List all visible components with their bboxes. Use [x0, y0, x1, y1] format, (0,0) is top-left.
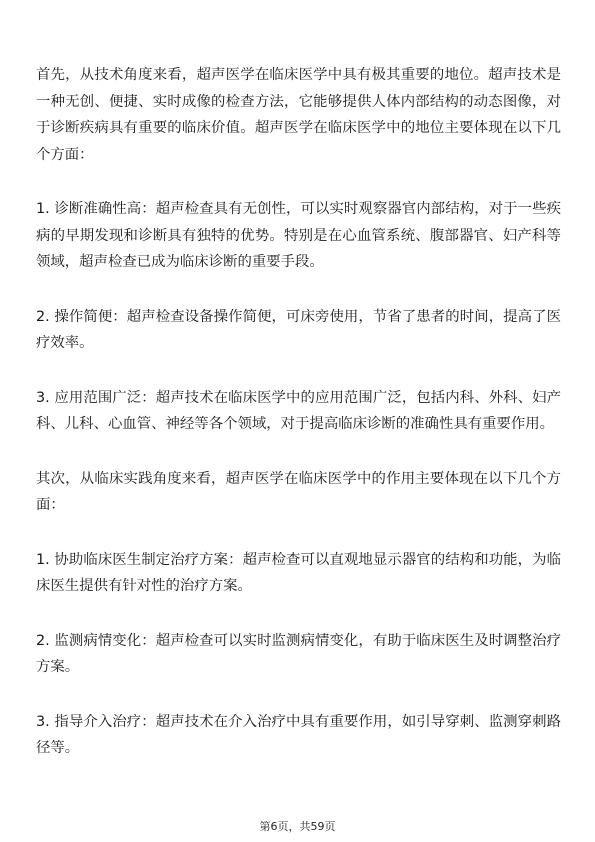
document-body [36, 62, 561, 790]
paragraph-point-accuracy: 1. 诊断准确性高：超声检查具有无创性，可以实时观察器官内部结构，对于一些疾病的早期发现和诊断具有独特的优势。特别是在心血管系统、腹部器官、妇产科等领域，超声检查已成为临床诊断的重要手段。 [36, 201, 561, 270]
paragraph-clinical-intro: 其次，从临床实践角度来看，超声医学在临床医学中的作用主要体现在以下几个方面： [36, 470, 561, 513]
paragraph-point-monitoring: 2. 监测病情变化：超声检查可以实时监测病情变化，有助于临床医生及时调整治疗方案。 [36, 632, 561, 675]
page-number-footer: 第6页，共59页 [259, 820, 336, 833]
paragraph-point-intervention: 3. 指导介入治疗：超声技术在介入治疗中具有重要作用，如引导穿刺、监测穿刺路径等。 [36, 713, 561, 756]
paragraph-point-operation: 2. 操作简便：超声检查设备操作简便，可床旁使用，节省了患者的时间，提高了医疗效率。 [36, 308, 561, 351]
paragraph-intro: 首先，从技术角度来看，超声医学在临床医学中具有极其重要的地位。超声技术是一种无创、便捷、实时成像的检查方法，它能够提供人体内部结构的动态图像，对于诊断疾病具有重要的临床价值。超声医学在临床医学中的地位主要体现在以下几个方面： [36, 67, 561, 163]
paragraph-point-scope: 3. 应用范围广泛：超声技术在临床医学中的应用范围广泛，包括内科、外科、妇产科、儿科、心血管、神经等各个领域，对于提高临床诊断的准确性具有重要作用。 [36, 389, 561, 432]
paragraph-point-treatment-plan: 1. 协助临床医生制定治疗方案：超声检查可以直观地显示器官的结构和功能，为临床医生提供有针对性的治疗方案。 [36, 551, 561, 594]
